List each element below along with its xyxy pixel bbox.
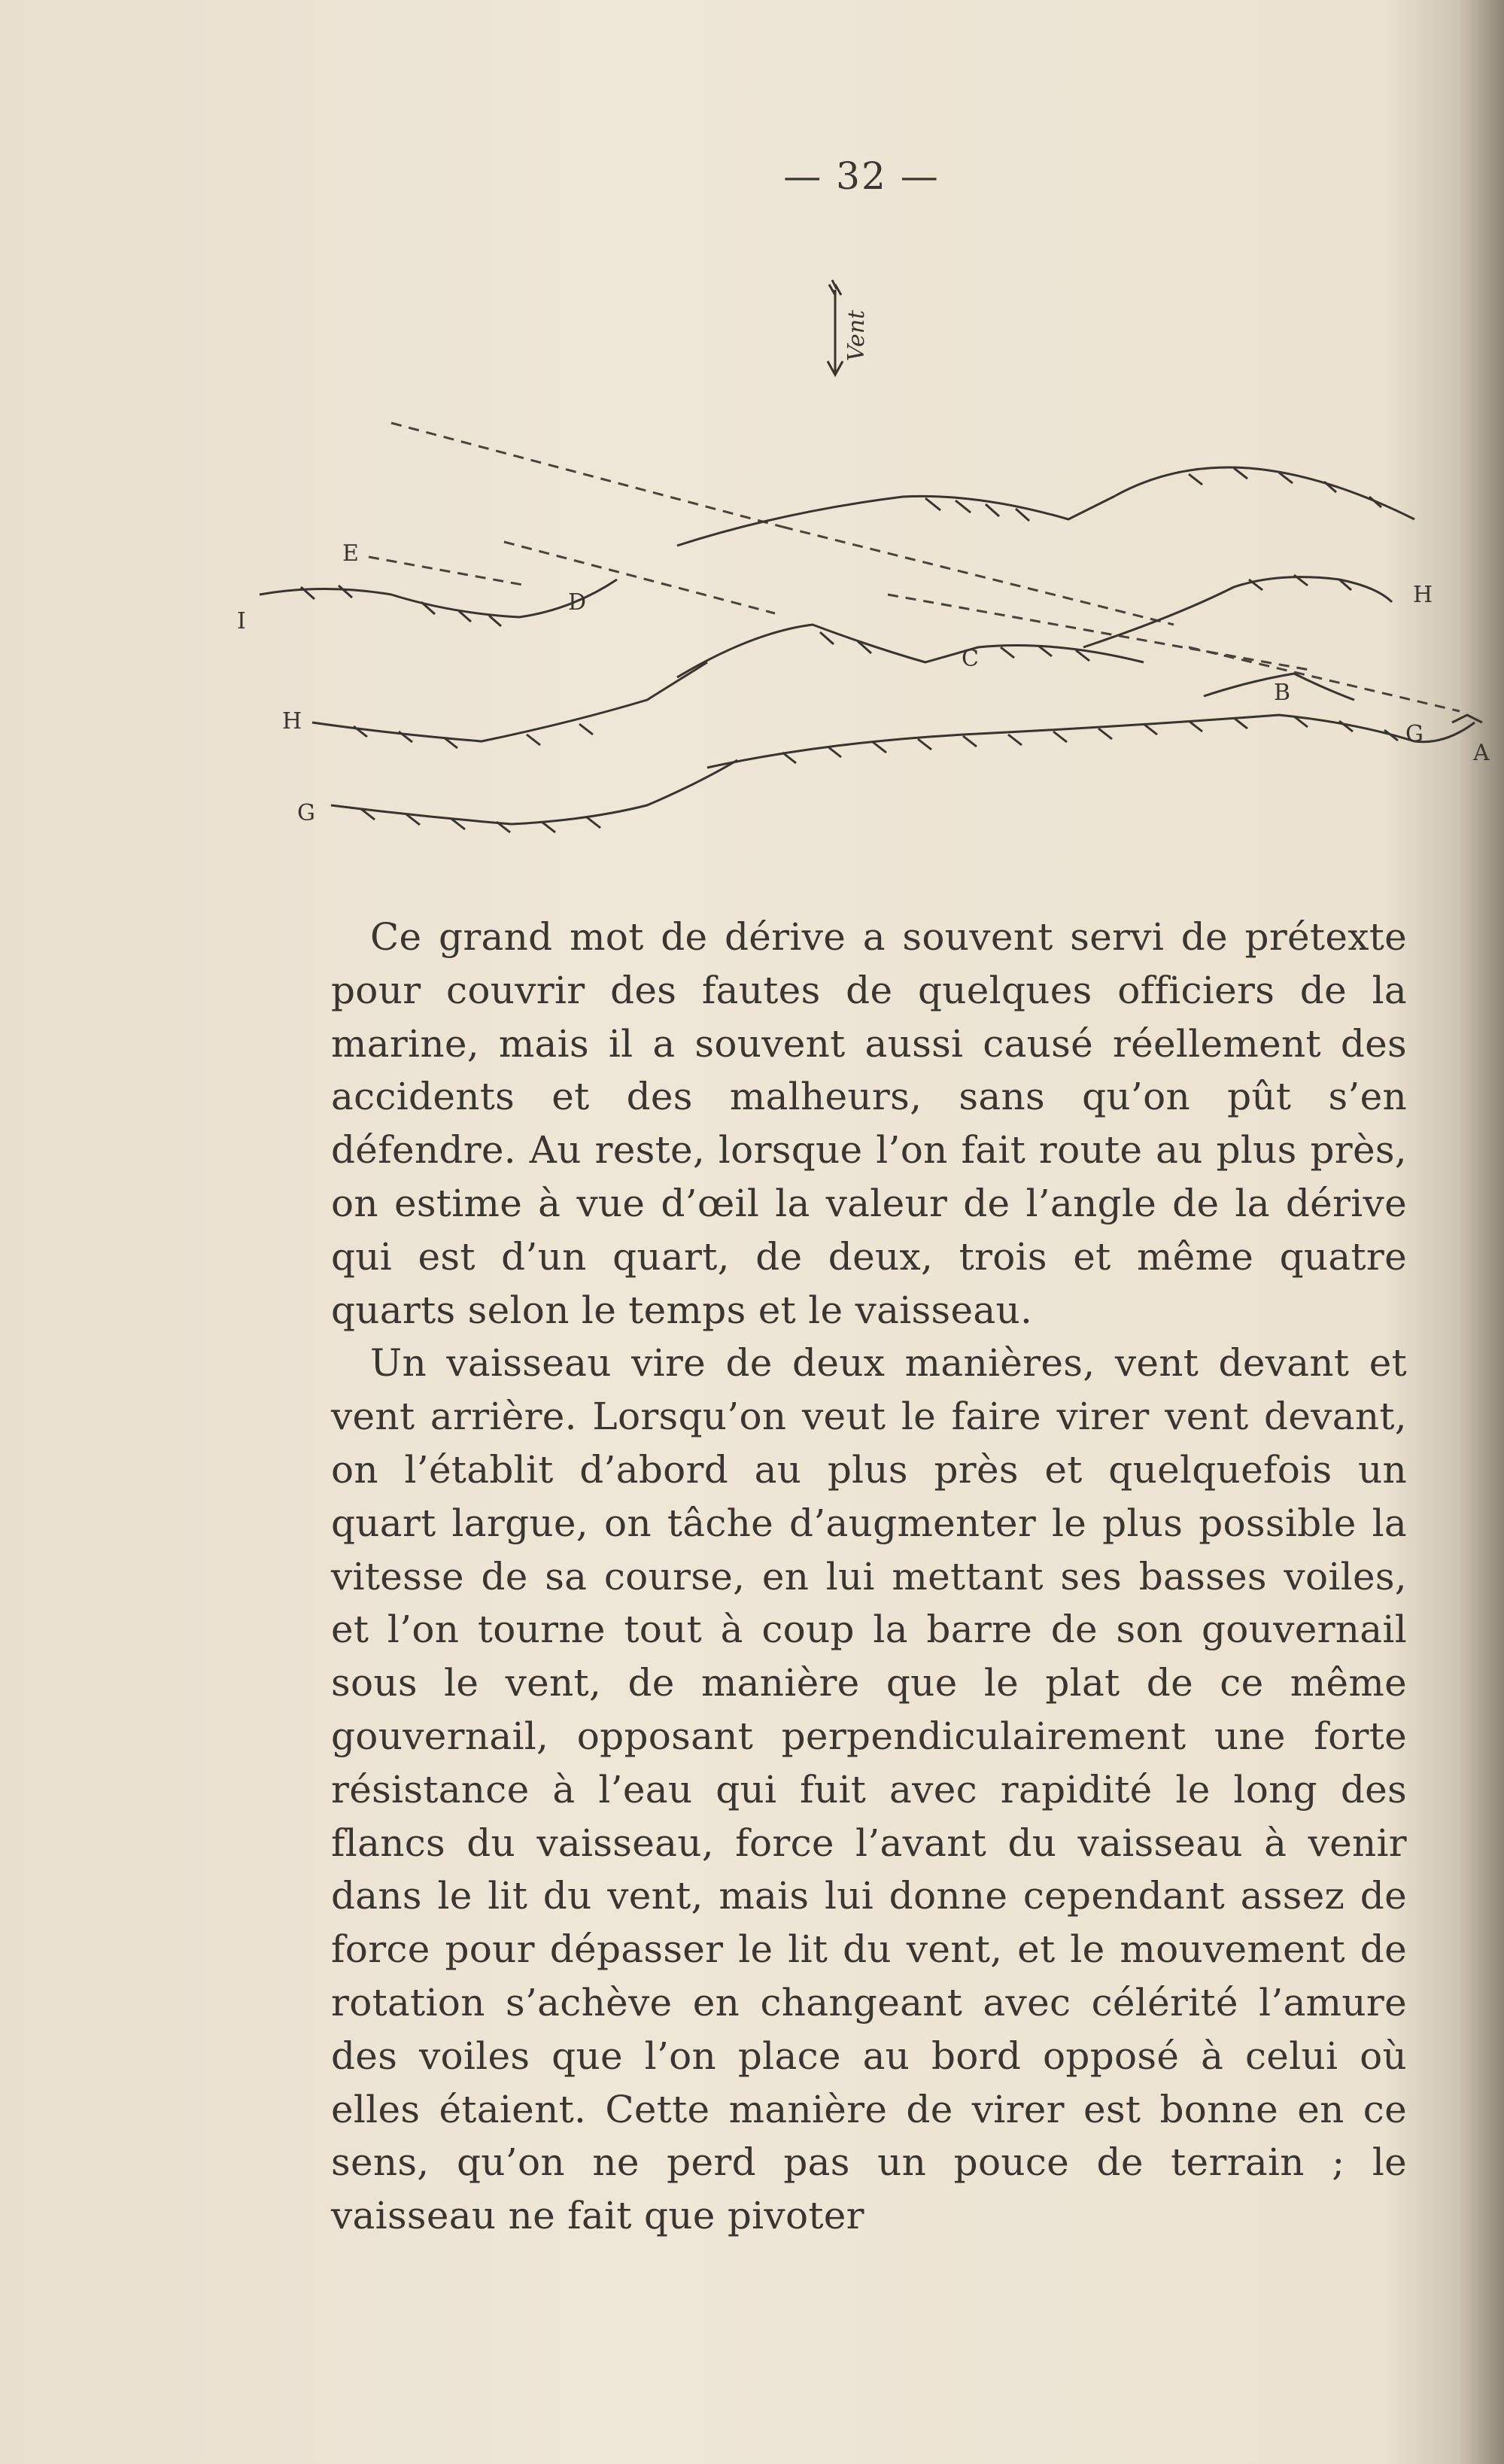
wind-label: Vent	[843, 309, 870, 361]
point-label-h-left: H	[282, 708, 302, 735]
point-label-g-left: G	[297, 800, 315, 826]
ship-tracks	[260, 467, 1482, 832]
point-label-i: I	[237, 608, 246, 634]
body-text	[331, 911, 1407, 2243]
paragraph: Un vaisseau vire de deux manières, vent devant et vent arrière. Lorsqu’on veut le faire virer vent devant, on l’établit d’abord au plus près et quelquefois un quart largue, on tâche d’augmenter le plus possible la vitesse de sa course, en lui mettant ses basses voiles, et l’on tourne tout à coup la barre de son gouvernail sous le vent, de manière que le plat de ce même gouvernail, opposant perpendiculairement une forte résistance à l’eau qui fuit avec rapidité le long des flancs du vaisseau, force l’avant du vaisseau à venir dans le lit du vent, mais lui donne cependant assez de force pour dépasser le lit du vent, et le mouvement de rotation s’achève en changeant avec célérité l’amure des voiles que l’on place au bord opposé à celui où elles étaient. Cette manière de virer est bonne en ce sens, qu’on ne perd pas un pouce de terrain ; le vaisseau ne fait que pivoter	[331, 1341, 1407, 2238]
point-label-d: D	[568, 589, 587, 616]
wind-arrow-icon	[828, 280, 843, 375]
point-label-e: E	[342, 540, 359, 567]
point-label-c: C	[962, 646, 979, 672]
point-label-h-right: H	[1413, 582, 1433, 608]
dashed-course-lines	[369, 423, 1460, 711]
point-label-b: B	[1274, 680, 1291, 706]
point-label-a: A	[1473, 740, 1490, 766]
point-label-g-right: G	[1405, 721, 1423, 747]
page-number: — 32 —	[783, 154, 940, 198]
paragraph: Ce grand mot de dérive a souvent servi de prétexte pour couvrir des fautes de quelques officiers de la marine, mais il a souvent aussi causé réellement des accidents et des malheurs, sans qu’on pût s’en défendre. Au reste, lorsque l’on fait route au plus près, on estime à vue d’œil la valeur de l’angle de la dérive qui est d’un quart, de deux, trois et même quatre quarts selon le temps et le vaisseau.	[331, 915, 1407, 1332]
